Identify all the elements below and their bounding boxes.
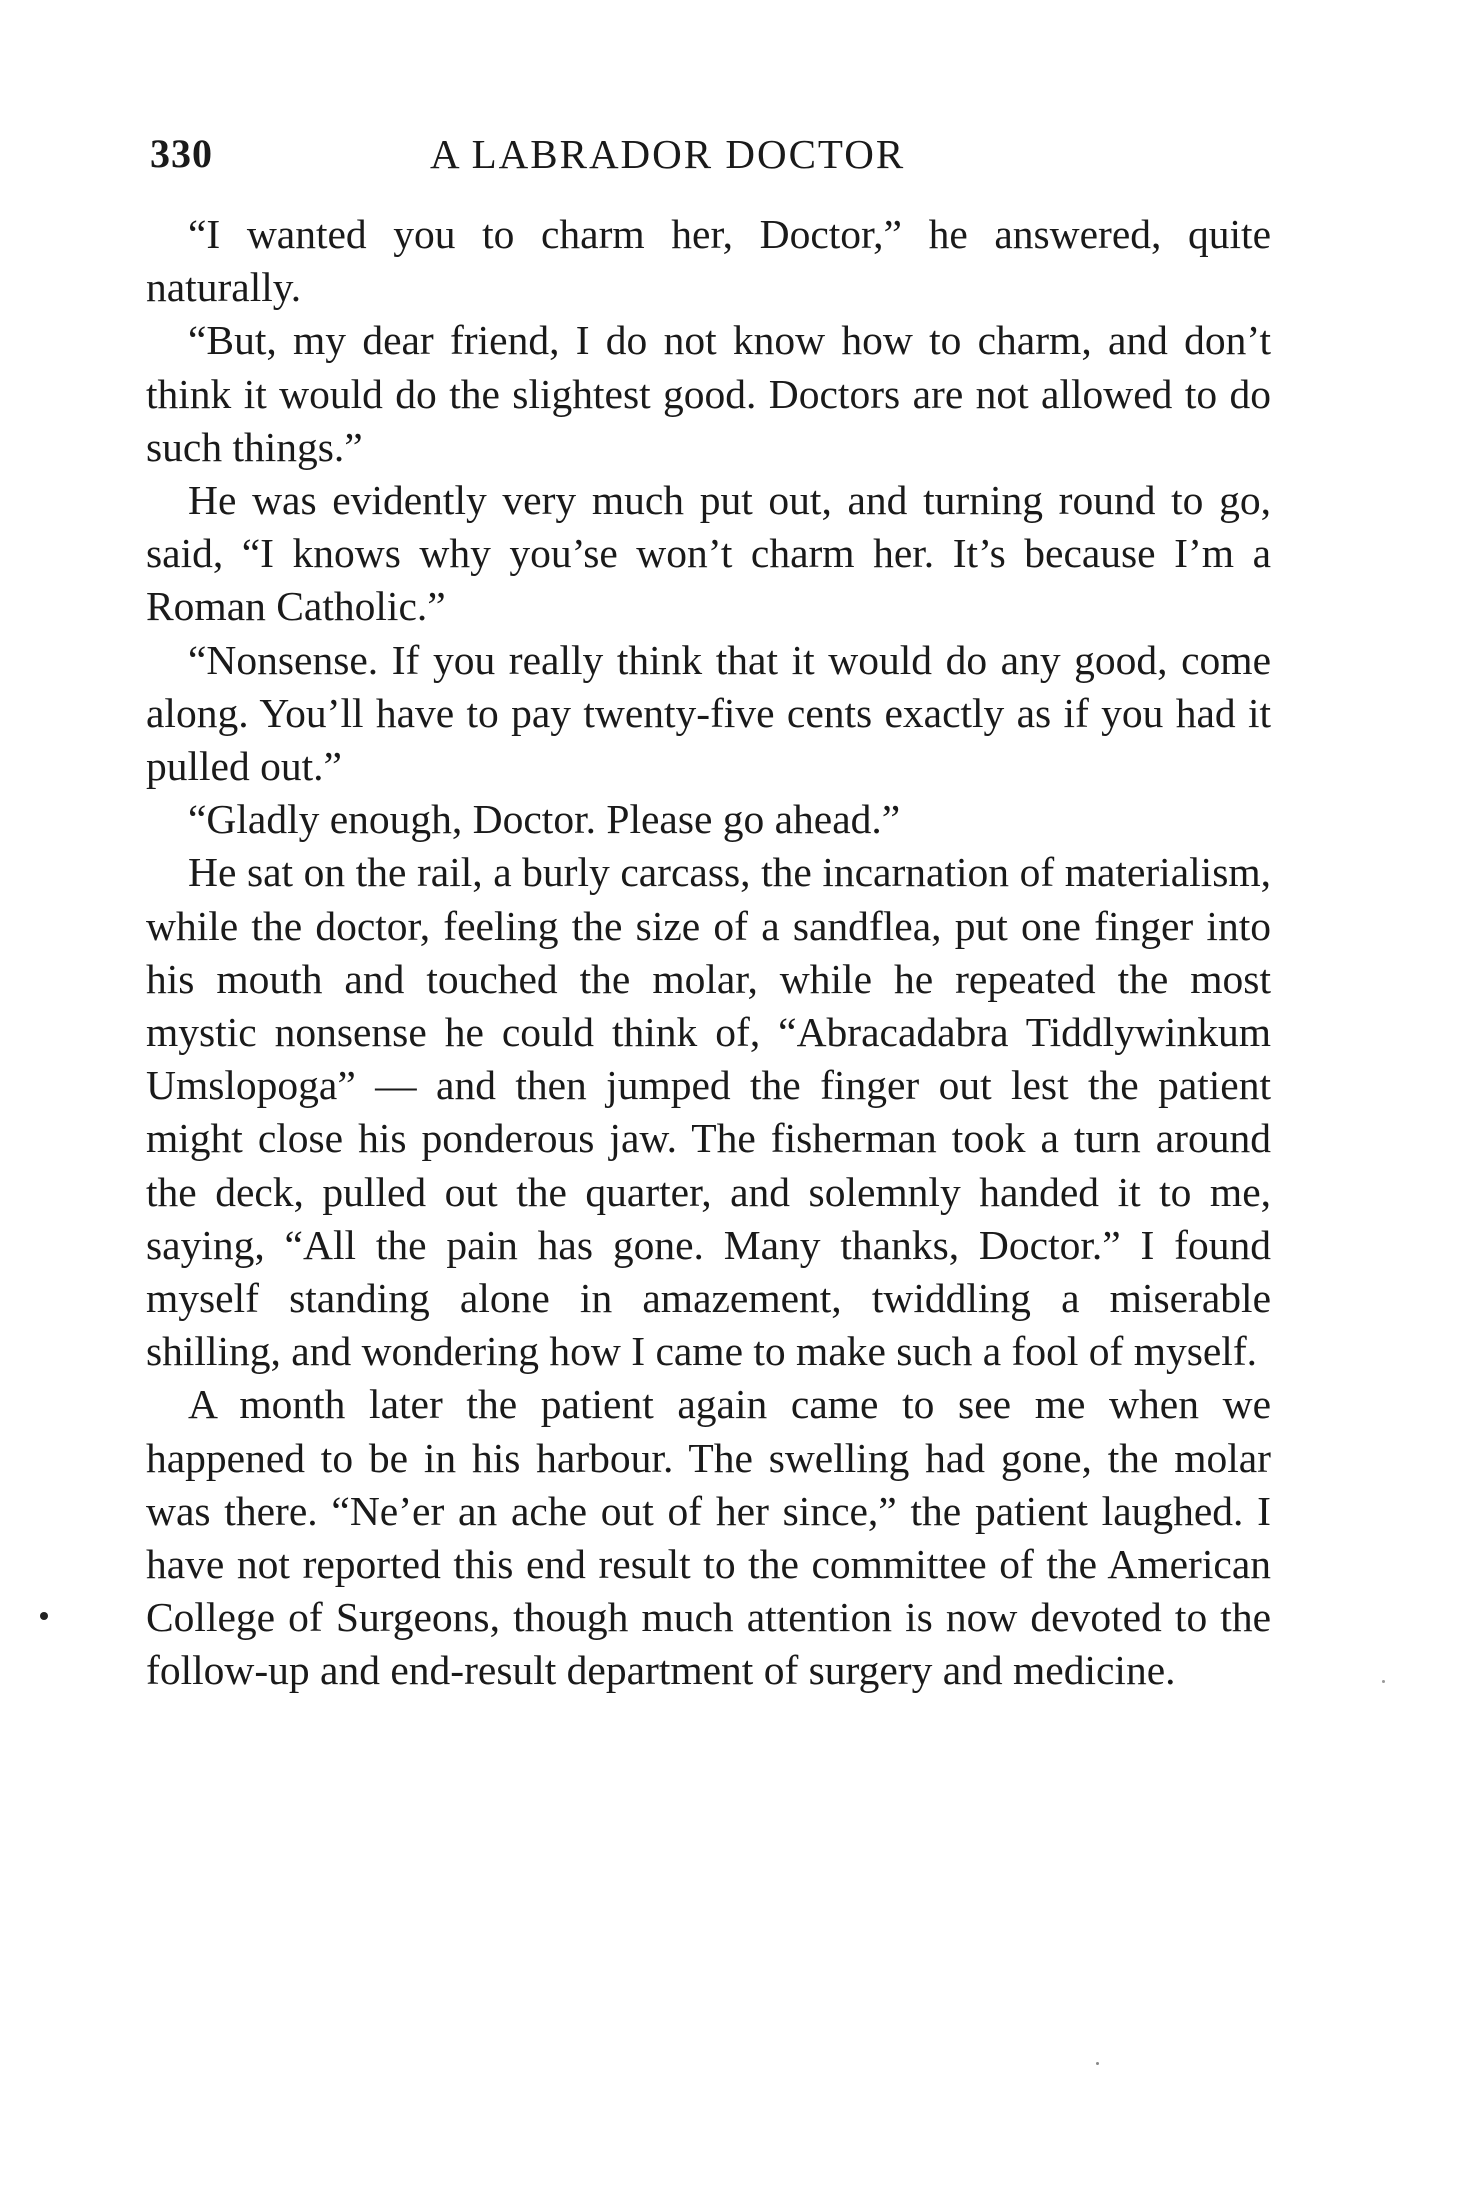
paragraph: “Gladly enough, Doctor. Please go ahead.” (188, 796, 901, 843)
paragraph: “But, my dear friend, I do not know how to charm, and don’t think it would do the slightest good. Doctors are not allowed to do such things.” (146, 317, 1271, 470)
paragraph: He was evidently very much put out, and turning round to go, said, “I knows why you’se won’t charm her. It’s because I’m a Roman Catholic.” (146, 477, 1271, 630)
running-title: A LABRADOR DOCTOR (430, 131, 906, 177)
scan-speck (1096, 2062, 1099, 2065)
page-number: 330 (150, 131, 213, 176)
paragraph: A month later the patient again came to see me when we happened to be in his harbour. The swelling had gone, the molar was there. “Ne’er an ache out of her since,” the patient laughed. I have not reported this end result to the committee of the American College of Surgeons, though much attention is now devoted to the follow-up and end-result department of surgery and medicine. (146, 1381, 1271, 1694)
paragraph: “I wanted you to charm her, Doctor,” he answered, quite naturally. (146, 211, 1271, 311)
paragraph: “Nonsense. If you really think that it would do any good, come along. You’ll have to pay twenty-five cents exactly as if you had it pulled out.” (146, 636, 1271, 790)
paragraph: He sat on the rail, a burly carcass, the incarnation of materialism, while the doctor, feeling the size of a sandflea, put one finger into his mouth and touched the molar, while he repeated the most mystic nonsense he could think of, “Abracadabra Tiddlywinkum Umslopoga” — and then jumped the finger out lest the patient might close his ponderous jaw. The fisherman took a turn around the deck, pulled out the quarter, and solemnly handed it to me, saying, “All the pain has gone. Many thanks, Doctor.” I found myself standing alone in amazement, twiddling a miserable shilling, and wondering how I came to make such a fool of myself. (146, 849, 1271, 1375)
scan-speck (1382, 1680, 1385, 1683)
body-text (146, 208, 1271, 1698)
page-header (150, 130, 1270, 190)
scan-speck (40, 1612, 48, 1620)
